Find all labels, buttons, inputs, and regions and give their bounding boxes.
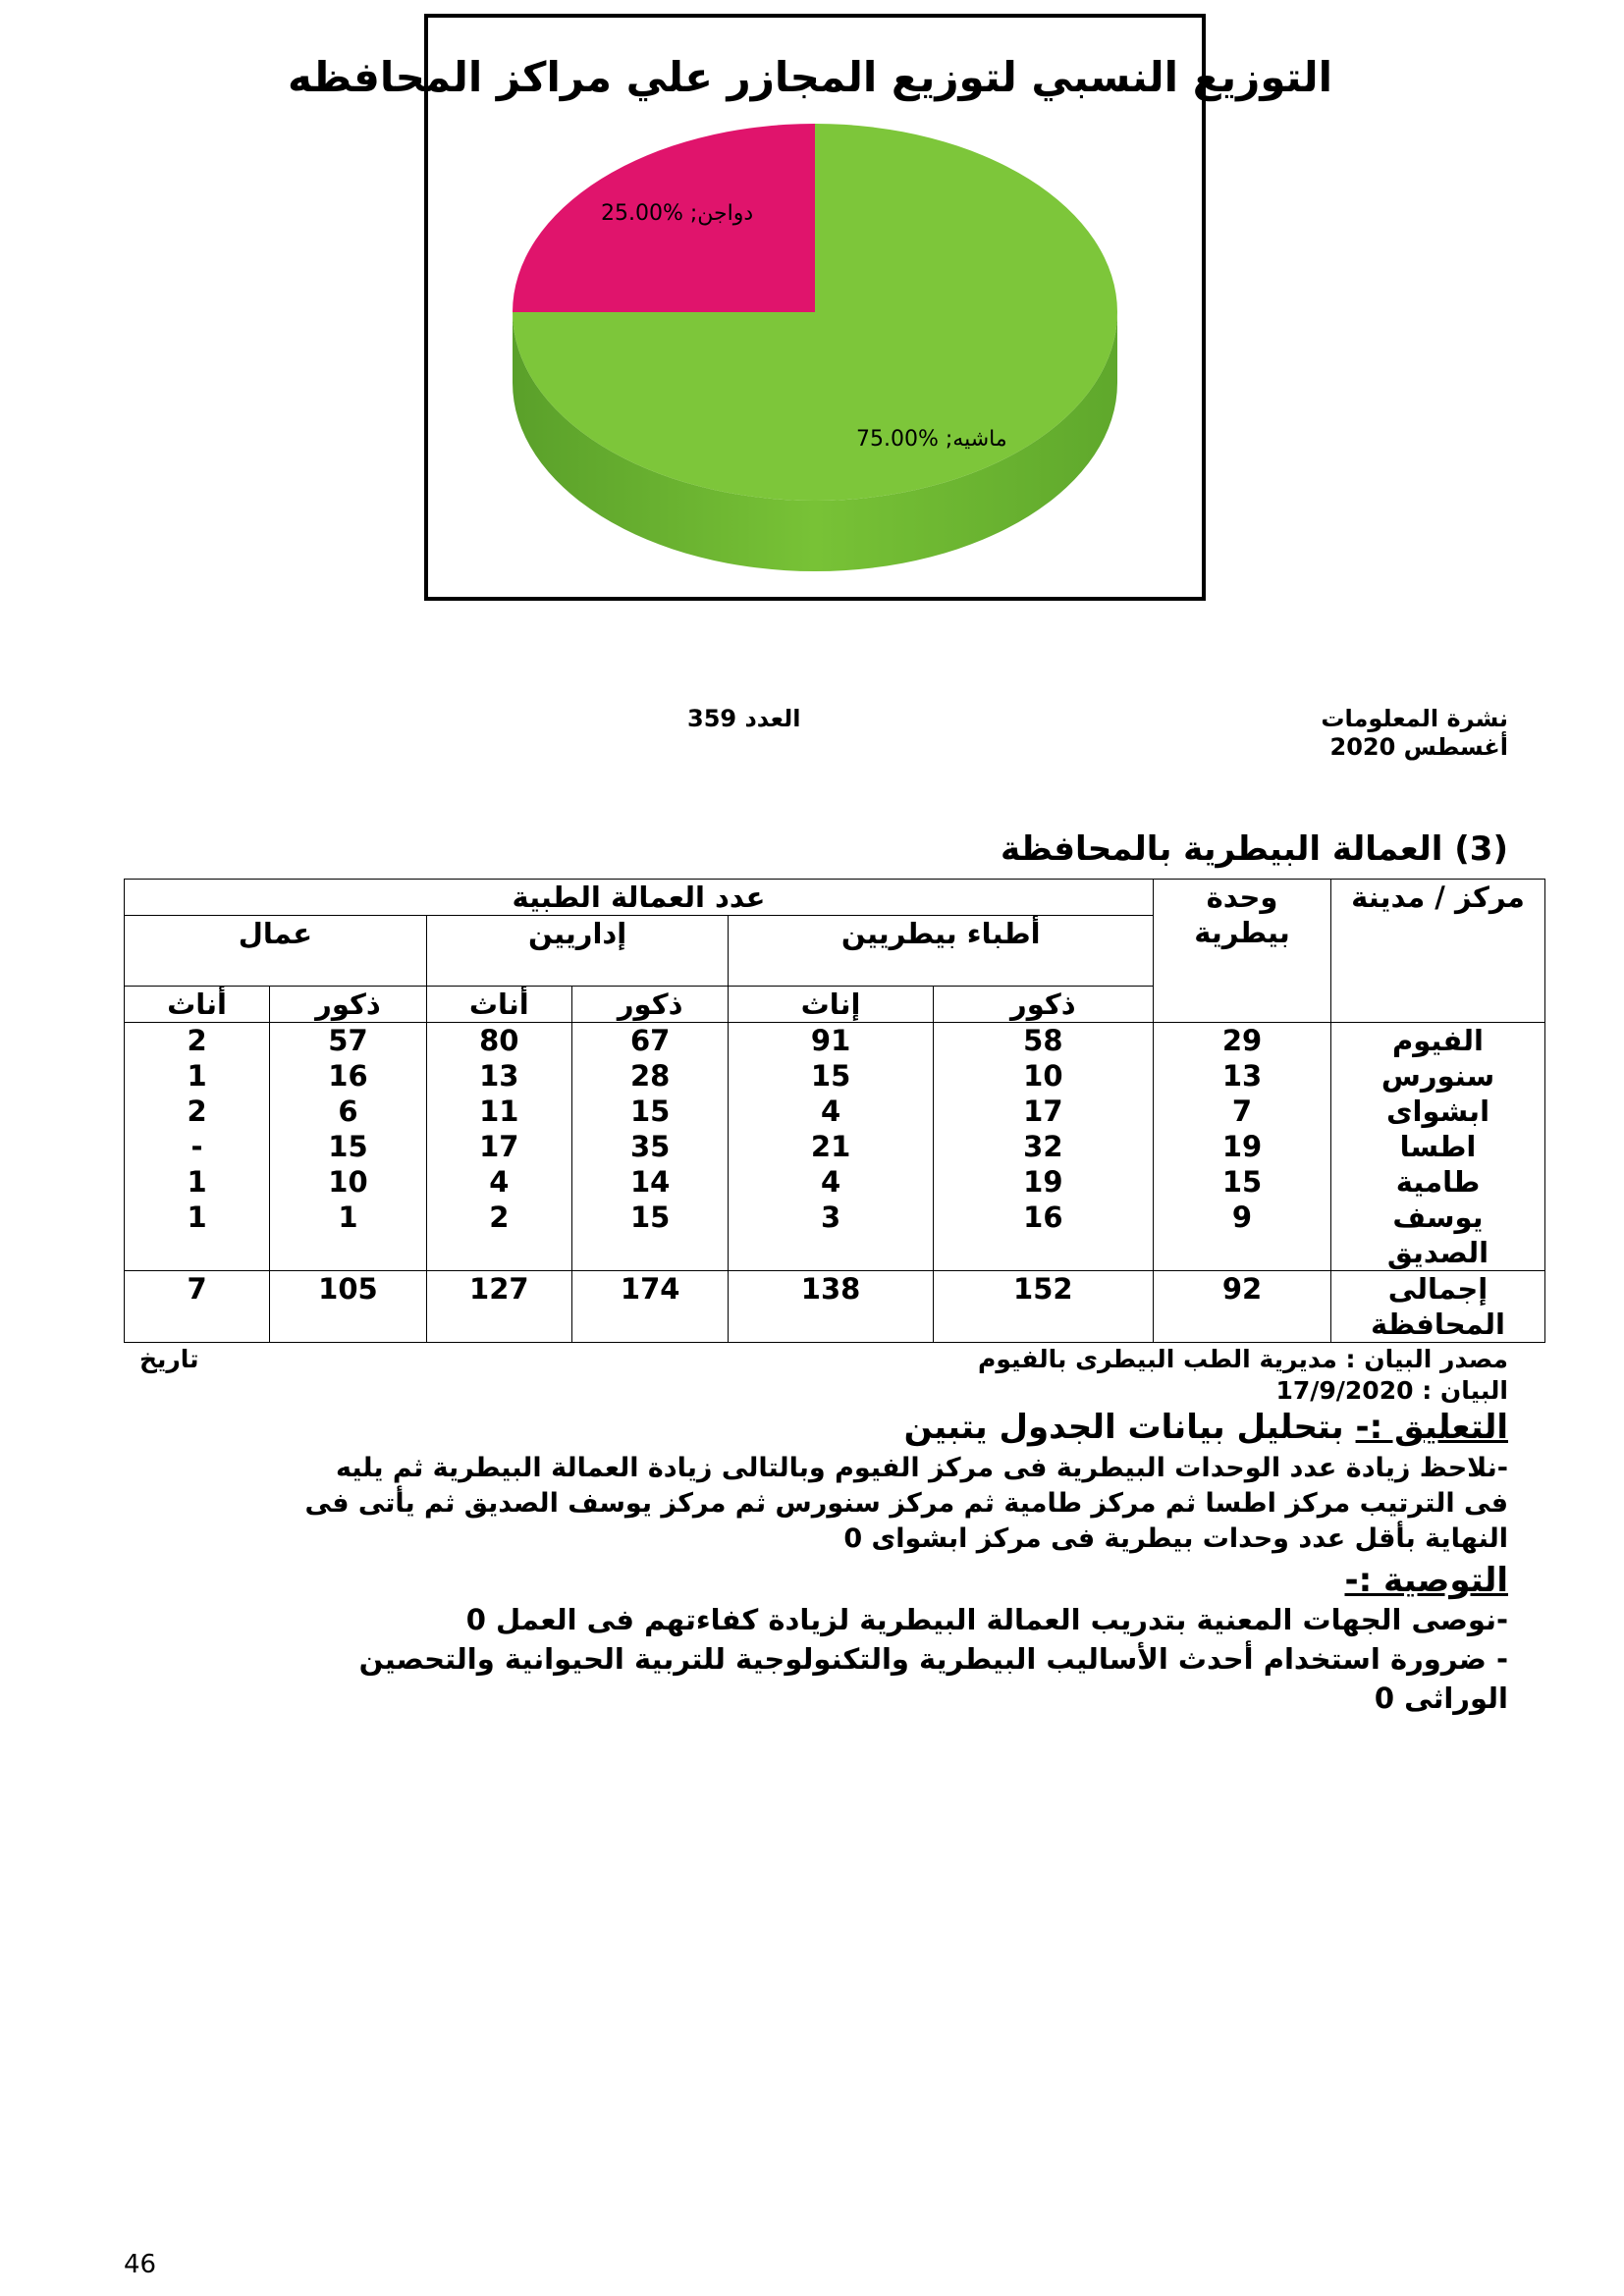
cell: 2 — [187, 1095, 207, 1128]
vets-female-column — [729, 1023, 933, 1271]
cell: 15 — [629, 1095, 671, 1128]
row-units: 7 — [1231, 1095, 1253, 1128]
cell: 1 — [338, 1201, 358, 1234]
total-cell: 152 — [933, 1271, 1153, 1343]
workers-male-column — [270, 1023, 427, 1271]
row-units: 9 — [1231, 1201, 1253, 1234]
source-line: مصدر البيان : مديرية الطب البيطرى بالفيوم — [978, 1345, 1508, 1373]
subhead-vets-female: إناث — [729, 987, 933, 1023]
cell: 19 — [1023, 1165, 1063, 1199]
comment-line-3: النهاية بأقل عدد وحدات بيطرية فى مركز ابشواى 0 — [843, 1523, 1508, 1554]
cell: 58 — [1023, 1024, 1063, 1057]
row-name: طامية — [1395, 1165, 1481, 1199]
header-admin: إداريين — [426, 916, 729, 987]
row-units: 19 — [1221, 1130, 1263, 1163]
cell: 13 — [479, 1059, 519, 1093]
vets-male-column — [933, 1023, 1153, 1271]
total-cell: 174 — [571, 1271, 729, 1343]
cell: 15 — [810, 1059, 851, 1093]
comment-line-2: فى الترتيب مركز اطسا ثم مركز طامية ثم مركز سنورس ثم مركز يوسف الصديق ثم يأتى فى — [304, 1488, 1508, 1519]
cell: 57 — [328, 1024, 368, 1057]
total-units: 92 — [1154, 1271, 1331, 1343]
cell: 17 — [479, 1130, 519, 1163]
cell: 2 — [187, 1024, 207, 1057]
section-title: (3) العمالة البيطرية بالمحافظة — [1000, 829, 1508, 869]
page-number: 46 — [124, 2250, 157, 2279]
header-group-title: عدد العمالة الطبية — [125, 880, 1154, 916]
total-name: إجمالى المحافظة — [1331, 1271, 1545, 1343]
cell: 15 — [629, 1201, 671, 1234]
header-units: وحدة بيطرية — [1154, 880, 1331, 1023]
subhead-workers-male: ذكور — [270, 987, 427, 1023]
admin-male-column — [571, 1023, 729, 1271]
cell: 1 — [187, 1201, 207, 1234]
cell: 10 — [1023, 1059, 1063, 1093]
total-cell: 138 — [729, 1271, 933, 1343]
cell: 35 — [629, 1130, 671, 1163]
source-date-label: تاريخ — [139, 1345, 199, 1373]
comment-line-1: -نلاحظ زيادة عدد الوحدات البيطرية فى مركز الفيوم وبالتالى زيادة العمالة البيطرية ثم يليه — [335, 1453, 1508, 1483]
veterinary-staff-table — [124, 879, 1545, 1343]
recommendation-heading: التوصية :- — [1344, 1561, 1508, 1600]
chart-title: التوزيع النسبي لتوزيع المجازر علي مراكز المحافظه — [288, 53, 1332, 101]
cell: 4 — [489, 1165, 510, 1199]
cell: 80 — [479, 1024, 519, 1057]
source-date: البيان : 17/9/2020 — [1275, 1376, 1508, 1405]
row-name: الفيوم — [1392, 1024, 1484, 1057]
cell: 1 — [187, 1165, 207, 1199]
row-name: سنورس — [1380, 1059, 1495, 1093]
total-row — [125, 1271, 1545, 1343]
header-markaz: مركز / مدينة — [1331, 880, 1545, 1023]
cell: 3 — [820, 1201, 841, 1234]
recommendation-line-3: الوراثى 0 — [1374, 1682, 1508, 1715]
total-cell: 105 — [270, 1271, 427, 1343]
cell: 17 — [1023, 1095, 1063, 1128]
cell: - — [190, 1130, 203, 1163]
cell: 14 — [629, 1165, 671, 1199]
issue-number: العدد 359 — [687, 705, 801, 732]
cell: 11 — [479, 1095, 519, 1128]
header-workers: عمال — [125, 916, 427, 987]
row-units: 15 — [1221, 1165, 1263, 1199]
row-units: 13 — [1221, 1059, 1263, 1093]
workers-female-column — [125, 1023, 270, 1271]
table-body-block — [125, 1023, 1545, 1271]
recommendation-line-1: -نوصى الجهات المعنية بتدريب العمالة البيطرية لزيادة كفاءتهم فى العمل 0 — [465, 1603, 1508, 1636]
names-column — [1331, 1023, 1545, 1271]
issue-date: أغسطس 2020 — [1329, 733, 1508, 761]
comment-heading-rest: بتحليل بيانات الجدول يتبين — [903, 1408, 1356, 1447]
publication-name: نشرة المعلومات — [1321, 705, 1508, 732]
cell: 15 — [328, 1130, 368, 1163]
subhead-admin-male: ذكور — [571, 987, 729, 1023]
cell: 1 — [187, 1059, 207, 1093]
header-vets: أطباء بيطريين — [729, 916, 1154, 987]
cell: 4 — [820, 1165, 841, 1199]
cell: 10 — [328, 1165, 368, 1199]
recommendation-line-2: - ضرورة استخدام أحدث الأساليب البيطرية والتكنولوجية للتربية الحيوانية والتحصين — [358, 1642, 1508, 1676]
comment-heading-line — [904, 1408, 1508, 1447]
cell: 6 — [338, 1095, 358, 1128]
pie-chart — [424, 14, 1206, 601]
row-name: ابشواى — [1385, 1095, 1490, 1128]
pie-slice-label: ماشيه; %75.00 — [856, 427, 1007, 452]
cell: 16 — [328, 1059, 368, 1093]
admin-female-column — [426, 1023, 571, 1271]
subhead-admin-female: أناث — [426, 987, 571, 1023]
row-units: 29 — [1221, 1024, 1263, 1057]
cell: 32 — [1023, 1130, 1063, 1163]
units-column — [1154, 1023, 1331, 1271]
cell: 28 — [629, 1059, 671, 1093]
cell: 21 — [810, 1130, 851, 1163]
row-name: اطسا — [1399, 1130, 1477, 1163]
total-cell: 127 — [426, 1271, 571, 1343]
cell: 91 — [810, 1024, 851, 1057]
subhead-workers-female: أناث — [125, 987, 270, 1023]
cell: 67 — [629, 1024, 671, 1057]
pie-slice-label: دواجن; %25.00 — [601, 201, 754, 226]
cell: 4 — [820, 1095, 841, 1128]
total-cell: 7 — [125, 1271, 270, 1343]
subhead-vets-male: ذكور — [933, 987, 1153, 1023]
comment-heading: التعليق :- — [1355, 1408, 1508, 1447]
cell: 2 — [489, 1201, 510, 1234]
row-name: يوسف الصديق — [1386, 1201, 1489, 1269]
cell: 16 — [1023, 1201, 1063, 1234]
